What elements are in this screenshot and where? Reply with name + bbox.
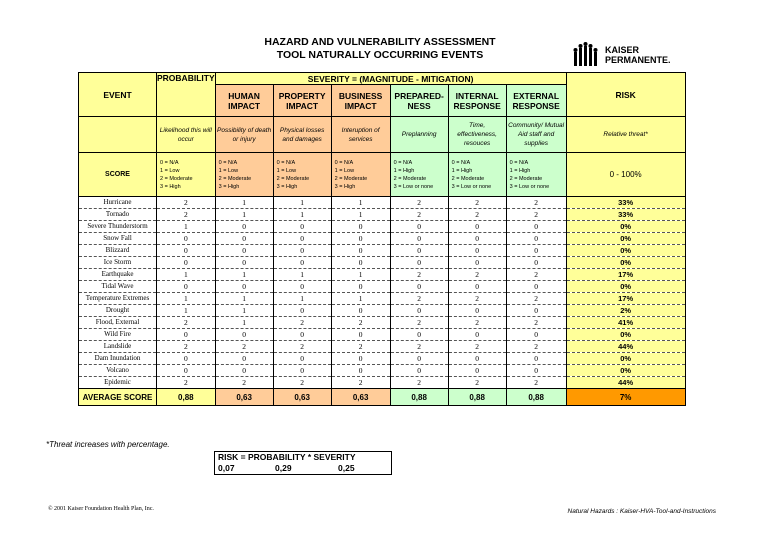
score-cell: 0 [331, 233, 390, 245]
risk-cell: 17% [566, 269, 685, 281]
score-cell: 2 [390, 269, 448, 281]
risk-cell: 2% [566, 305, 685, 317]
score-cell: 0 [448, 257, 506, 269]
score-cell: 0 [390, 221, 448, 233]
event-name: Flood, External [79, 317, 157, 329]
score-cell: 0 [273, 245, 331, 257]
table-row [79, 245, 686, 257]
score-cell: 0 [506, 221, 566, 233]
severity-header: SEVERITY = (MAGNITUDE - MITIGATION) [215, 73, 566, 85]
event-name: Hurricane [79, 197, 157, 209]
score-cell: 2 [448, 377, 506, 389]
preparedness-scale: 0 = N/A 1 = High 2 = Moderate 3 = Low or none [390, 153, 448, 197]
risk-cell: 33% [566, 197, 685, 209]
score-cell: 0 [448, 365, 506, 377]
average-internal: 0,88 [448, 389, 506, 406]
score-cell: 2 [215, 341, 273, 353]
risk-scale: 0 - 100% [566, 153, 685, 197]
score-cell: 2 [273, 317, 331, 329]
copyright: © 2001 Kaiser Foundation Health Plan, Inc. [48, 506, 154, 512]
average-label: AVERAGE SCORE [79, 389, 157, 406]
score-cell: 0 [157, 257, 216, 269]
table-row [79, 269, 686, 281]
score-cell: 1 [331, 293, 390, 305]
score-cell: 1 [273, 293, 331, 305]
severity-value: 0,25 [338, 463, 355, 473]
score-cell: 2 [157, 341, 216, 353]
score-cell: 0 [448, 353, 506, 365]
risk-formula-box [214, 451, 392, 475]
score-cell: 0 [215, 245, 273, 257]
human-impact-header: HUMAN IMPACT [215, 85, 273, 117]
event-name: Temperature Extremes [79, 293, 157, 305]
score-cell: 2 [390, 341, 448, 353]
risk-cell: 41% [566, 317, 685, 329]
score-cell: 2 [506, 317, 566, 329]
risk-value: 0,07 [218, 463, 235, 473]
event-name: Tornado [79, 209, 157, 221]
risk-header: RISK [566, 73, 685, 117]
score-cell: 0 [390, 305, 448, 317]
risk-cell: 33% [566, 209, 685, 221]
average-external: 0,88 [506, 389, 566, 406]
event-name: Tidal Wave [79, 281, 157, 293]
page-title: HAZARD AND VULNERABILITY ASSESSMENT [264, 36, 496, 48]
event-name: Epidemic [79, 377, 157, 389]
table-row [79, 353, 686, 365]
score-cell: 0 [273, 233, 331, 245]
score-cell: 0 [448, 281, 506, 293]
event-name: Volcano [79, 365, 157, 377]
internal-sub: Time, effectiveness, resouces [448, 117, 506, 153]
score-cell: 2 [390, 377, 448, 389]
score-cell: 2 [448, 269, 506, 281]
score-cell: 1 [157, 269, 216, 281]
risk-cell: 0% [566, 221, 685, 233]
score-cell: 0 [331, 329, 390, 341]
event-name: Severe Thunderstorm [79, 221, 157, 233]
event-name: Wild Fire [79, 329, 157, 341]
score-cell: 0 [331, 245, 390, 257]
risk-cell: 0% [566, 329, 685, 341]
score-cell: 0 [390, 245, 448, 257]
threat-note: *Threat increases with percentage. [46, 440, 170, 449]
score-cell: 2 [448, 341, 506, 353]
table-row [79, 341, 686, 353]
score-cell: 1 [215, 317, 273, 329]
score-cell: 0 [273, 329, 331, 341]
score-cell: 2 [157, 377, 216, 389]
risk-cell: 0% [566, 365, 685, 377]
table-row [79, 233, 686, 245]
property-sub: Physical losses and damages [273, 117, 331, 153]
average-business: 0,63 [331, 389, 390, 406]
event-header: EVENT [79, 73, 157, 117]
score-cell: 0 [273, 353, 331, 365]
internal-response-header: INTERNAL RESPONSE [448, 85, 506, 117]
table-row [79, 365, 686, 377]
score-cell: 1 [331, 269, 390, 281]
risk-cell: 44% [566, 377, 685, 389]
table-row [79, 209, 686, 221]
human-scale: 0 = N/A 1 = Low 2 = Moderate 3 = High [215, 153, 273, 197]
external-scale: 0 = N/A 1 = High 2 = Moderate 3 = Low or none [506, 153, 566, 197]
score-cell: 1 [157, 305, 216, 317]
score-cell: 0 [215, 329, 273, 341]
score-cell: 0 [331, 365, 390, 377]
score-cell: 2 [506, 341, 566, 353]
score-cell: 0 [506, 365, 566, 377]
score-cell: 0 [273, 305, 331, 317]
score-cell: 2 [506, 209, 566, 221]
score-cell: 0 [448, 329, 506, 341]
score-cell: 0 [390, 353, 448, 365]
score-cell: 0 [331, 257, 390, 269]
score-cell: 0 [215, 353, 273, 365]
external-response-header: EXTERNAL RESPONSE [506, 85, 566, 117]
score-cell: 0 [215, 221, 273, 233]
score-cell: 2 [390, 209, 448, 221]
event-name: Blizzard [79, 245, 157, 257]
score-cell: 1 [157, 293, 216, 305]
score-cell: 2 [273, 377, 331, 389]
risk-cell: 0% [566, 233, 685, 245]
score-cell: 2 [390, 197, 448, 209]
score-cell: 1 [273, 197, 331, 209]
score-cell: 0 [215, 257, 273, 269]
average-human: 0,63 [215, 389, 273, 406]
score-cell: 1 [215, 209, 273, 221]
score-cell: 0 [331, 221, 390, 233]
business-sub: Interuption of services [331, 117, 390, 153]
business-scale: 0 = N/A 1 = Low 2 = Moderate 3 = High [331, 153, 390, 197]
score-cell: 1 [215, 269, 273, 281]
score-cell: 0 [448, 233, 506, 245]
internal-scale: 0 = N/A 1 = High 2 = Moderate 3 = Low or none [448, 153, 506, 197]
risk-cell: 17% [566, 293, 685, 305]
score-cell: 1 [273, 269, 331, 281]
risk-cell: 0% [566, 281, 685, 293]
score-cell: 0 [273, 281, 331, 293]
score-cell: 0 [273, 221, 331, 233]
average-property: 0,63 [273, 389, 331, 406]
score-cell: 2 [448, 197, 506, 209]
score-cell: 0 [506, 257, 566, 269]
score-cell: 0 [331, 305, 390, 317]
score-cell: 1 [215, 293, 273, 305]
score-cell: 0 [157, 353, 216, 365]
footer-source: Natural Hazards : Kaiser-HVA-Tool-and-Instructions [567, 508, 716, 515]
score-cell: 2 [331, 377, 390, 389]
score-cell: 0 [273, 365, 331, 377]
table-row [79, 197, 686, 209]
score-cell: 2 [390, 293, 448, 305]
probability-header: PROBABILITY [157, 73, 216, 117]
property-impact-header: PROPERTY IMPACT [273, 85, 331, 117]
score-cell: 0 [215, 281, 273, 293]
hva-table [78, 72, 686, 406]
score-cell: 2 [390, 317, 448, 329]
table-row [79, 329, 686, 341]
table-row [79, 221, 686, 233]
score-cell: 2 [273, 341, 331, 353]
event-name: Ice Storm [79, 257, 157, 269]
risk-sub: Relative threat* [566, 117, 685, 153]
table-row [79, 317, 686, 329]
score-cell: 0 [215, 233, 273, 245]
score-cell: 1 [273, 209, 331, 221]
risk-cell: 0% [566, 353, 685, 365]
table-row [79, 293, 686, 305]
score-cell: 1 [331, 197, 390, 209]
score-cell: 2 [157, 197, 216, 209]
score-cell: 0 [390, 329, 448, 341]
table-row [79, 281, 686, 293]
risk-cell: 0% [566, 245, 685, 257]
score-cell: 0 [157, 281, 216, 293]
score-cell: 0 [157, 329, 216, 341]
score-cell: 0 [215, 365, 273, 377]
score-cell: 0 [506, 245, 566, 257]
event-sub-blank [79, 117, 157, 153]
property-scale: 0 = N/A 1 = Low 2 = Moderate 3 = High [273, 153, 331, 197]
probability-scale: 0 = N/A 1 = Low 2 = Moderate 3 = High [157, 153, 216, 197]
probability-value: 0,29 [275, 463, 292, 473]
score-cell: 0 [448, 305, 506, 317]
score-cell: 1 [215, 197, 273, 209]
score-cell: 0 [390, 257, 448, 269]
score-cell: 2 [331, 341, 390, 353]
score-cell: 0 [390, 365, 448, 377]
risk-formula-label: RISK = PROBABILITY * SEVERITY [218, 452, 356, 462]
average-probability: 0,88 [157, 389, 216, 406]
score-cell: 0 [390, 281, 448, 293]
table-row [79, 257, 686, 269]
event-name: Snow Fall [79, 233, 157, 245]
kaiser-logo-text: KAISER PERMANENTE. [605, 45, 671, 65]
score-cell: 2 [448, 209, 506, 221]
score-cell: 2 [331, 317, 390, 329]
probability-sub: Likelihood this will occur [157, 117, 216, 153]
table-row [79, 305, 686, 317]
business-impact-header: BUSINESS IMPACT [331, 85, 390, 117]
score-cell: 2 [157, 209, 216, 221]
risk-cell: 0% [566, 257, 685, 269]
score-cell: 0 [331, 353, 390, 365]
score-cell: 0 [157, 245, 216, 257]
event-name: Landslide [79, 341, 157, 353]
score-cell: 2 [448, 293, 506, 305]
score-cell: 0 [157, 365, 216, 377]
average-risk: 7% [566, 389, 685, 406]
score-cell: 0 [506, 305, 566, 317]
score-cell: 0 [448, 245, 506, 257]
event-name: Dam Inundation [79, 353, 157, 365]
score-cell: 1 [331, 209, 390, 221]
risk-cell: 44% [566, 341, 685, 353]
human-sub: Possibility of death or injury [215, 117, 273, 153]
score-cell: 2 [506, 269, 566, 281]
score-cell: 0 [331, 281, 390, 293]
external-sub: Community/ Mutual Aid staff and supplies [506, 117, 566, 153]
score-cell: 0 [506, 353, 566, 365]
score-cell: 0 [448, 221, 506, 233]
score-label: SCORE [79, 153, 157, 197]
score-cell: 0 [273, 257, 331, 269]
score-cell: 0 [390, 233, 448, 245]
score-cell: 1 [157, 221, 216, 233]
score-cell: 1 [215, 305, 273, 317]
score-cell: 0 [157, 233, 216, 245]
page-subtitle: TOOL NATURALLY OCCURRING EVENTS [276, 49, 484, 61]
score-cell: 2 [506, 293, 566, 305]
score-cell: 0 [506, 329, 566, 341]
average-preparedness: 0,88 [390, 389, 448, 406]
score-cell: 0 [506, 233, 566, 245]
score-cell: 2 [448, 317, 506, 329]
score-cell: 2 [215, 377, 273, 389]
preparedness-header: PREPARED-NESS [390, 85, 448, 117]
preparedness-sub: Preplanning [390, 117, 448, 153]
score-cell: 2 [506, 197, 566, 209]
score-cell: 2 [506, 377, 566, 389]
event-name: Drought [79, 305, 157, 317]
table-row [79, 377, 686, 389]
event-rows [79, 197, 686, 389]
event-name: Earthquake [79, 269, 157, 281]
score-cell: 0 [506, 281, 566, 293]
score-cell: 2 [157, 317, 216, 329]
